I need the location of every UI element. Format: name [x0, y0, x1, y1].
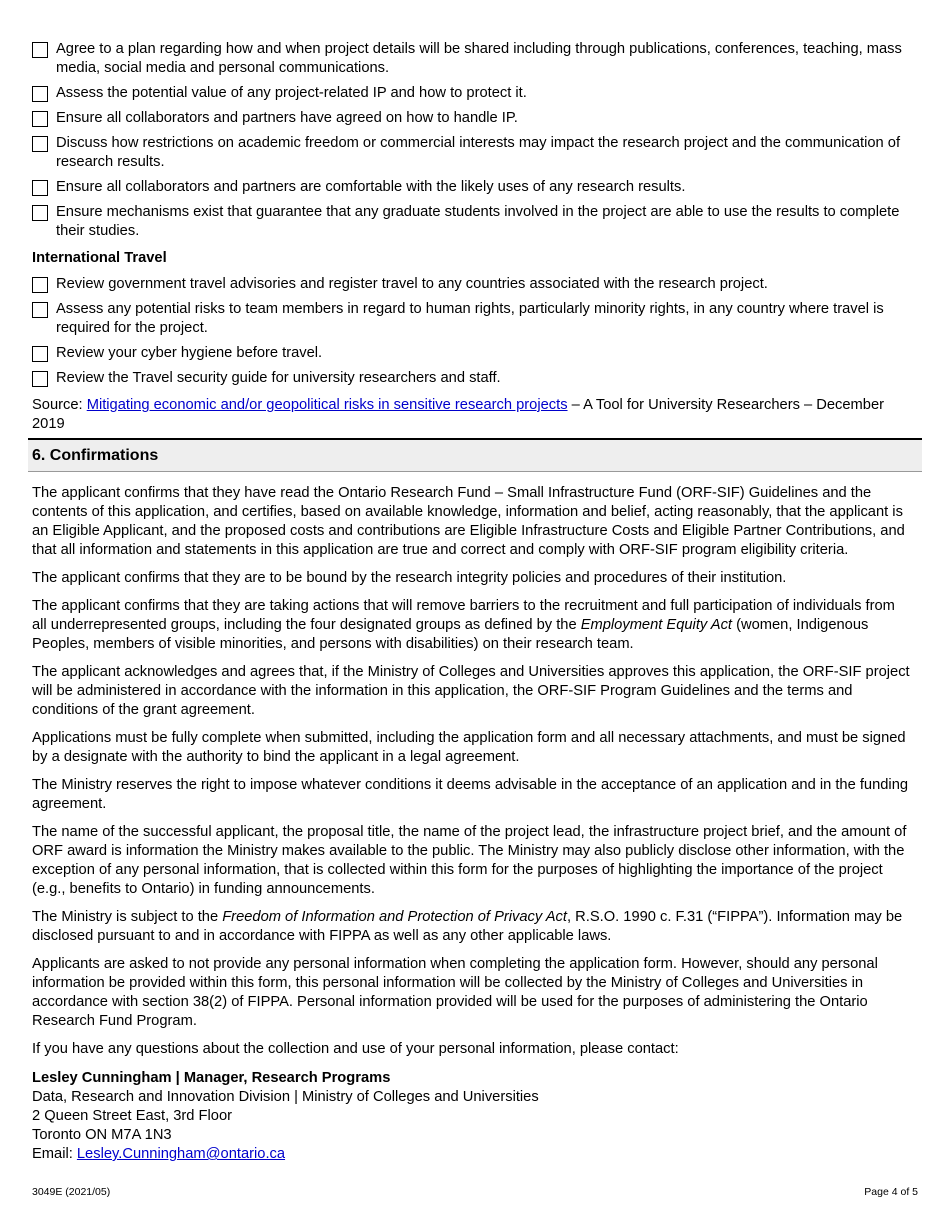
paragraph-text: The Ministry is subject to the	[32, 909, 223, 925]
contact-address-line: Toronto ON M7A 1N3	[32, 1127, 172, 1143]
checklist-item	[32, 178, 912, 197]
checkbox[interactable]	[32, 302, 48, 318]
section-title: 6. Confirmations	[28, 438, 922, 472]
checklist-item	[32, 40, 912, 78]
checklist-item-label: Ensure mechanisms exist that guarantee that any graduate students involved in the project are able to use the results to complete their studies.	[56, 204, 900, 239]
paragraph-text: , R.S.O. 1990 c. F.31 (“FIPPA”). Information may be disclosed pursuant to and in accordance with FIPPA as well as any other applicable laws.	[32, 909, 903, 944]
checkbox[interactable]	[32, 205, 48, 221]
confirmation-paragraph: The name of the successful applicant, the proposal title, the name of the project lead, the infrastructure project brief, and the amount of ORF award is information the Ministry makes available to the public. The Ministry may also publicly disclose other information, with the exception of any personal information, that is collected within this form for the purposes of highlighting the importance of the project (e.g., benefits to Ontario) in funding announcements.	[32, 824, 907, 897]
confirmation-paragraph: The applicant acknowledges and agrees that, if the Ministry of Colleges and Universities approves this application, the ORF-SIF project will be administered in accordance with the information in this application, the ORF-SIF Program Guidelines and the terms and conditions of the grant agreement.	[32, 664, 910, 718]
source-suffix: – A Tool for University Researchers – December 2019	[32, 397, 885, 432]
checklist-research-outputs	[32, 40, 912, 241]
source-link[interactable]: Mitigating economic and/or geopolitical risks in sensitive research projects	[86, 397, 568, 413]
checklist-item	[32, 369, 912, 388]
international-travel-heading: International Travel	[32, 250, 167, 266]
checkbox[interactable]	[32, 277, 48, 293]
checklist-item-label: Ensure all collaborators and partners are comfortable with the likely uses of any research results.	[56, 179, 686, 195]
confirmation-paragraph	[32, 597, 912, 654]
checklist-item	[32, 203, 912, 241]
confirmation-paragraph: Applicants are asked to not provide any personal information when completing the application form. However, should any personal information be provided within this form, this personal information will be collected by the Ministry of Colleges and Universities in accordance with section 38(2) of FIPPA. Personal information provided will be used for the purposes of administering the Ontario Research Fund Program.	[32, 956, 878, 1029]
document-page	[32, 40, 912, 1164]
checklist-item	[32, 275, 912, 294]
page-footer	[32, 1186, 918, 1198]
contact-email-line	[32, 1145, 912, 1164]
confirmation-paragraph	[32, 908, 912, 946]
confirmation-paragraph: If you have any questions about the collection and use of your personal information, please contact:	[32, 1041, 679, 1057]
checklist-item-label: Discuss how restrictions on academic freedom or commercial interests may impact the research project and the communication of research results.	[56, 135, 901, 170]
form-id: 3049E (2021/05)	[32, 1186, 111, 1198]
checkbox[interactable]	[32, 371, 48, 387]
source-citation	[32, 396, 912, 434]
checkbox[interactable]	[32, 86, 48, 102]
checklist-item-label: Assess the potential value of any project-related IP and how to protect it.	[56, 85, 527, 101]
checkbox[interactable]	[32, 180, 48, 196]
confirmation-paragraph: The applicant confirms that they have read the Ontario Research Fund – Small Infrastructure Fund (ORF-SIF) Guidelines and the contents of this application, and certifies, based on available knowledge, information and belief, acting reasonably, that the applicant is an Eligible Applicant, and the proposed costs and contributions are Eligible Infrastructure Costs and Eligible Partner Contributions, and that all information and statements in this application are true and correct and comply with ORF-SIF program eligibility criteria.	[32, 485, 905, 558]
source-prefix: Source:	[32, 397, 87, 413]
checklist-item-label: Agree to a plan regarding how and when project details will be shared including through publications, conferences, teaching, mass media, social media and personal communications.	[56, 41, 902, 76]
contact-division: Data, Research and Innovation Division | Ministry of Colleges and Universities	[32, 1089, 539, 1105]
checkbox[interactable]	[32, 111, 48, 127]
contact-name: Lesley Cunningham | Manager, Research Programs	[32, 1070, 391, 1086]
contact-address-line: 2 Queen Street East, 3rd Floor	[32, 1108, 233, 1124]
checklist-item	[32, 109, 912, 128]
contact-block	[32, 1069, 912, 1164]
checklist-item-label: Ensure all collaborators and partners have agreed on how to handle IP.	[56, 110, 518, 126]
paragraph-text: The applicant confirms that they are taking actions that will remove barriers to the recruitment and full participation of individuals from all underrepresented groups, including the four designated groups as defined by the	[32, 598, 895, 633]
paragraph-text: (women, Indigenous Peoples, members of visible minorities, and persons with disabilities) on their research team.	[32, 617, 869, 652]
checklist-item-label: Review your cyber hygiene before travel.	[56, 345, 323, 361]
checklist-item	[32, 134, 912, 172]
checklist-item	[32, 84, 912, 103]
checklist-travel	[32, 275, 912, 388]
checklist-item	[32, 300, 912, 338]
checklist-item	[32, 344, 912, 363]
checkbox[interactable]	[32, 136, 48, 152]
confirmation-paragraph: The applicant confirms that they are to be bound by the research integrity policies and procedures of their institution.	[32, 570, 787, 586]
checklist-item-label: Assess any potential risks to team members in regard to human rights, particularly minority rights, in any country where travel is required for the project.	[56, 301, 884, 336]
email-link[interactable]: Lesley.Cunningham@ontario.ca	[76, 1146, 286, 1162]
page-number: Page 4 of 5	[864, 1186, 918, 1198]
confirmations-body	[32, 484, 912, 1059]
confirmation-paragraph: Applications must be fully complete when submitted, including the application form and all necessary attachments, and must be signed by a designate with the authority to bind the applicant in a legal agreement.	[32, 730, 906, 765]
checklist-item-label: Review the Travel security guide for university researchers and staff.	[56, 370, 501, 386]
act-title: Employment Equity Act	[580, 617, 733, 633]
confirmation-paragraph: The Ministry reserves the right to impose whatever conditions it deems advisable in the acceptance of an application and in the funding agreement.	[32, 777, 909, 812]
act-title: Freedom of Information and Protection of Privacy Act	[222, 909, 567, 925]
checklist-item-label: Review government travel advisories and register travel to any countries associated with the research project.	[56, 276, 768, 292]
checkbox[interactable]	[32, 346, 48, 362]
checkbox[interactable]	[32, 42, 48, 58]
email-label: Email:	[32, 1146, 77, 1162]
